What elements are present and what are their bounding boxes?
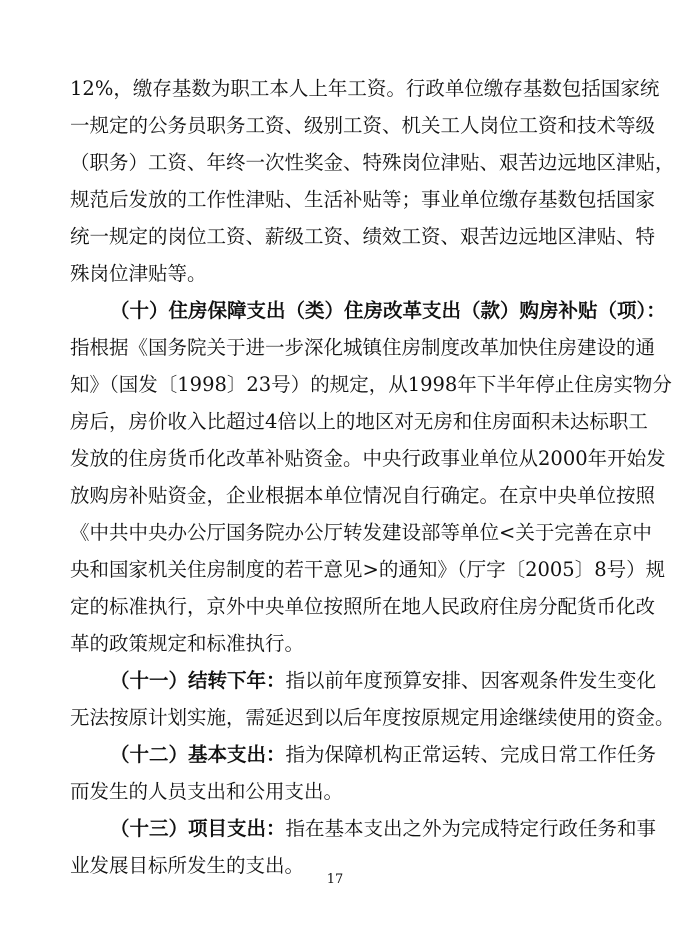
text-line: 革的政策规定和标准执行。	[70, 632, 305, 655]
text-line: 业发展目标所发生的支出。	[70, 854, 305, 877]
text-line: 殊岗位津贴等。	[70, 262, 207, 285]
text-line: 放购房补贴资金，企业根据本单位情况自行确定。在京中央单位按照	[70, 484, 656, 507]
section-text: 指为保障机构正常运转、完成日常工作任务	[285, 743, 657, 766]
section-heading: （十）住房保障支出（类）住房改革支出（款）购房补贴（项）：	[110, 299, 666, 322]
text-line: 央和国家机关住房制度的若干意见>的通知》（厅字〔2005〕8号）规	[70, 558, 666, 581]
text-line: 统一规定的岗位工资、薪级工资、绩效工资、艰苦边远地区津贴、特	[70, 225, 656, 248]
text-line: 《中共中央办公厅国务院办公厅转发建设部等单位<关于完善在京中	[70, 521, 652, 544]
section-text: 指以前年度预算安排、因客观条件发生变化	[285, 669, 657, 692]
text-line: 规范后发放的工作性津贴、生活补贴等；事业单位缴存基数包括国家	[70, 188, 656, 211]
section-heading: （十一）结转下年：	[110, 669, 286, 692]
section-first-line	[110, 737, 657, 773]
page-number: 17	[326, 872, 344, 887]
section-text: 指在基本支出之外为完成特定行政任务和事	[285, 817, 657, 840]
text-line: 定的标准执行，京外中央单位按照所在地人民政府住房分配货币化改	[70, 595, 656, 618]
text-line: 无法按原计划实施，需延迟到以后年度按原规定用途继续使用的资金。	[70, 706, 675, 729]
text-line: 房后，房价收入比超过4倍以上的地区对无房和住房面积未达标职工	[70, 410, 648, 433]
text-line: （职务）工资、年终一次性奖金、特殊岗位津贴、艰苦边远地区津贴，	[70, 151, 675, 174]
text-line: 发放的住房货币化改革补贴资金。中央行政事业单位从2000年开始发	[70, 447, 666, 470]
text-line: 知》（国发〔1998〕23号）的规定，从1998年下半年停止住房实物分	[70, 373, 672, 396]
text-line: 而发生的人员支出和公用支出。	[70, 780, 344, 803]
section-heading: （十二）基本支出：	[110, 743, 286, 766]
text-line: 指根据《国务院关于进一步深化城镇住房制度改革加快住房建设的通	[70, 336, 656, 359]
section-first-line	[110, 663, 657, 699]
text-line: 一规定的公务员职务工资、级别工资、机关工人岗位工资和技术等级	[70, 114, 656, 137]
section-first-line	[110, 811, 657, 847]
section-heading: （十三）项目支出：	[110, 817, 286, 840]
text-line: 12%，缴存基数为职工本人上年工资。行政单位缴存基数包括国家统	[70, 77, 660, 100]
